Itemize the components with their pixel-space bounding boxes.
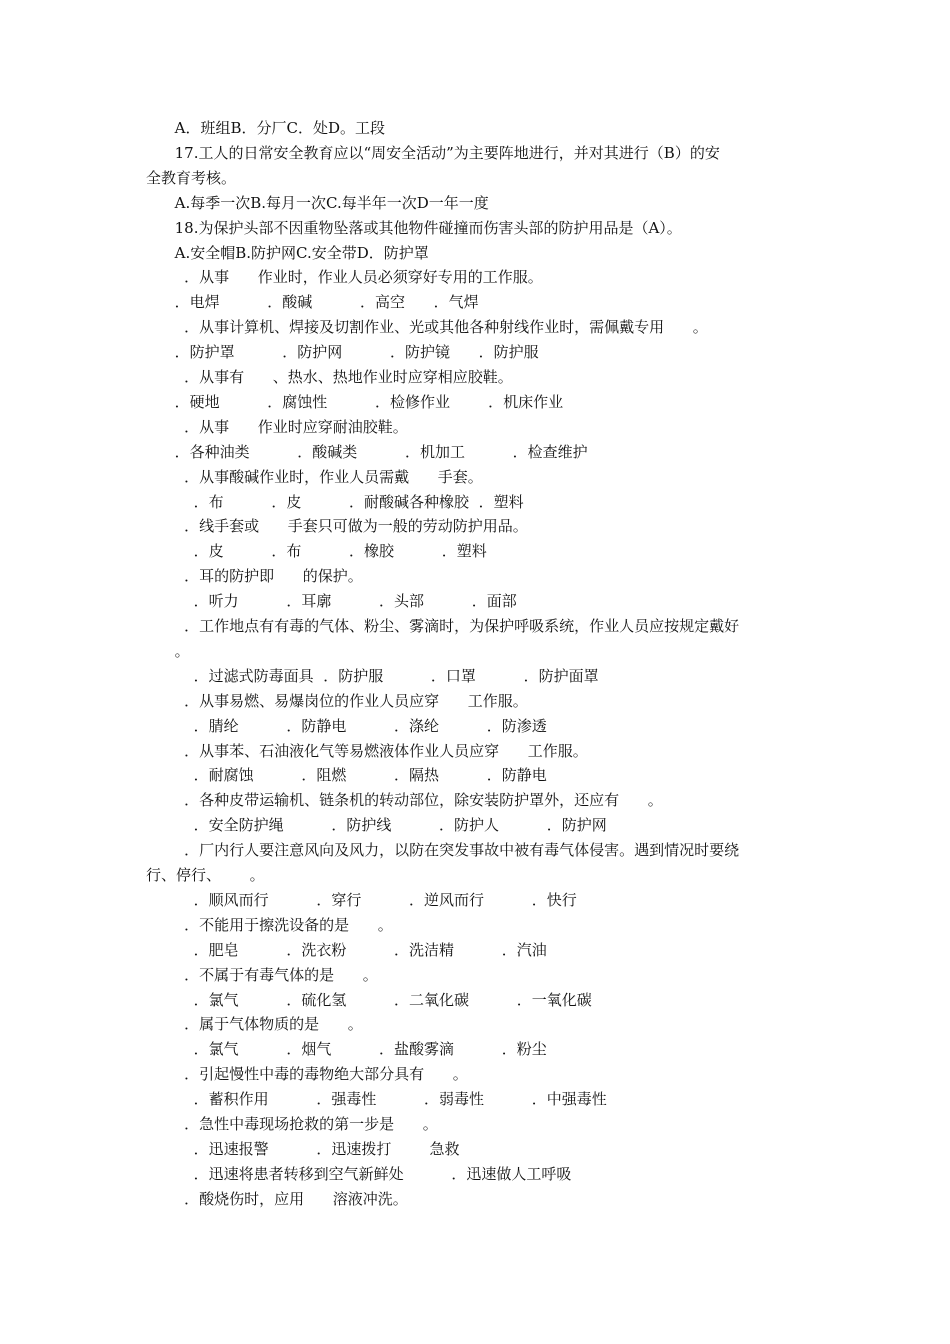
text-line: ．听力 ．耳廓 ．头部 ．面部: [146, 592, 517, 610]
text-line: ．腈纶 ．防静电 ．涤纶 ．防渗透: [146, 717, 547, 735]
text-line: ．从事易燃、易爆岗位的作业人员应穿 工作服。: [146, 692, 528, 710]
text-line: 全教育考核。: [146, 169, 237, 187]
text-line: ．电焊 ．酸碱 ．高空 ．气焊: [146, 293, 479, 311]
text-line: ．急性中毒现场抢救的第一步是 。: [146, 1115, 438, 1133]
text-line: ．属于气体物质的是 。: [146, 1015, 363, 1033]
text-line: ．氯气 ．烟气 ．盐酸雾滴 ．粉尘: [146, 1040, 547, 1058]
text-line: ．迅速报警 ．迅速拨打 急救: [146, 1140, 460, 1158]
text-line: ．蓄积作用 ．强毒性 ．弱毒性 ．中强毒性: [146, 1090, 607, 1108]
text-line: ．工作地点有有毒的气体、粉尘、雾滴时，为保护呼吸系统，作业人员应按规定戴好: [146, 617, 740, 635]
text-line: ．迅速将患者转移到空气新鲜处 ．迅速做人工呼吸: [146, 1165, 572, 1183]
text-line: 。: [146, 642, 190, 660]
text-line: ．从事 作业时应穿耐油胶鞋。: [146, 418, 408, 436]
text-line: ．引起慢性中毒的毒物绝大部分具有 。: [146, 1065, 468, 1083]
text-line: 行、停行、 。: [146, 866, 265, 884]
text-line: 18.为保护头部不因重物坠落或其他物件碰撞而伤害头部的防护用品是（A）。: [146, 219, 682, 237]
text-line: ．从事计算机、焊接及切割作业、光或其他各种射线作业时，需佩戴专用 。: [146, 318, 708, 336]
text-line: ．硬地 ．腐蚀性 ．检修作业 ．机床作业: [146, 393, 564, 411]
text-line: ．不属于有毒气体的是 。: [146, 966, 378, 984]
text-line: ．安全防护绳 ．防护线 ．防护人 ．防护网: [146, 816, 607, 834]
text-line: A．班组B．分厂C．处D。工段: [146, 119, 385, 137]
text-line: ．酸烧伤时，应用 溶液冲洗。: [146, 1190, 408, 1208]
text-line: A.安全帽B.防护网C.安全带D．防护罩: [146, 244, 429, 262]
text-line: ．耳的防护即 的保护。: [146, 567, 363, 585]
text-line: ．厂内行人要注意风向及风力，以防在突发事故中被有毒气体侵害。遇到情况时要绕: [146, 841, 740, 859]
text-line: ．从事 作业时，作业人员必须穿好专用的工作服。: [146, 268, 543, 286]
text-line: ．不能用于擦洗设备的是 。: [146, 916, 393, 934]
text-line: ．各种油类 ．酸碱类 ．机加工 ．检查维护: [146, 443, 588, 461]
text-line: ．顺风而行 ．穿行 ．逆风而行 ．快行: [146, 891, 577, 909]
text-line: A.每季一次B.每月一次C.每半年一次D一年一度: [146, 194, 489, 212]
text-line: 17.工人的日常安全教育应以“周安全活动”为主要阵地进行，并对其进行（B）的安: [146, 144, 720, 162]
text-line: ．从事苯、石油液化气等易燃液体作业人员应穿 工作服。: [146, 742, 588, 760]
text-line: ．过滤式防毒面具 ．防护服 ．口罩 ．防护面罩: [146, 667, 599, 685]
text-line: ．肥皂 ．洗衣粉 ．洗洁精 ．汽油: [146, 941, 547, 959]
text-line: ．防护罩 ．防护网 ．防护镜 ．防护服: [146, 343, 539, 361]
text-line: ．从事酸碱作业时，作业人员需戴 手套。: [146, 468, 483, 486]
text-line: ．从事有 、热水、热地作业时应穿相应胶鞋。: [146, 368, 513, 386]
text-line: ．线手套或 手套只可做为一般的劳动防护用品。: [146, 517, 528, 535]
text-line: ．皮 ．布 ．橡胶 ．塑料: [146, 542, 487, 560]
text-line: ．耐腐蚀 ．阻燃 ．隔热 ．防静电: [146, 766, 547, 784]
text-line: ．布 ．皮 ．耐酸碱各种橡胶 ．塑料: [146, 493, 524, 511]
text-line: ．各种皮带运输机、链条机的转动部位，除安装防护罩外，还应有 。: [146, 791, 663, 809]
text-line: ．氯气 ．硫化氢 ．二氧化碳 ．一氧化碳: [146, 991, 592, 1009]
